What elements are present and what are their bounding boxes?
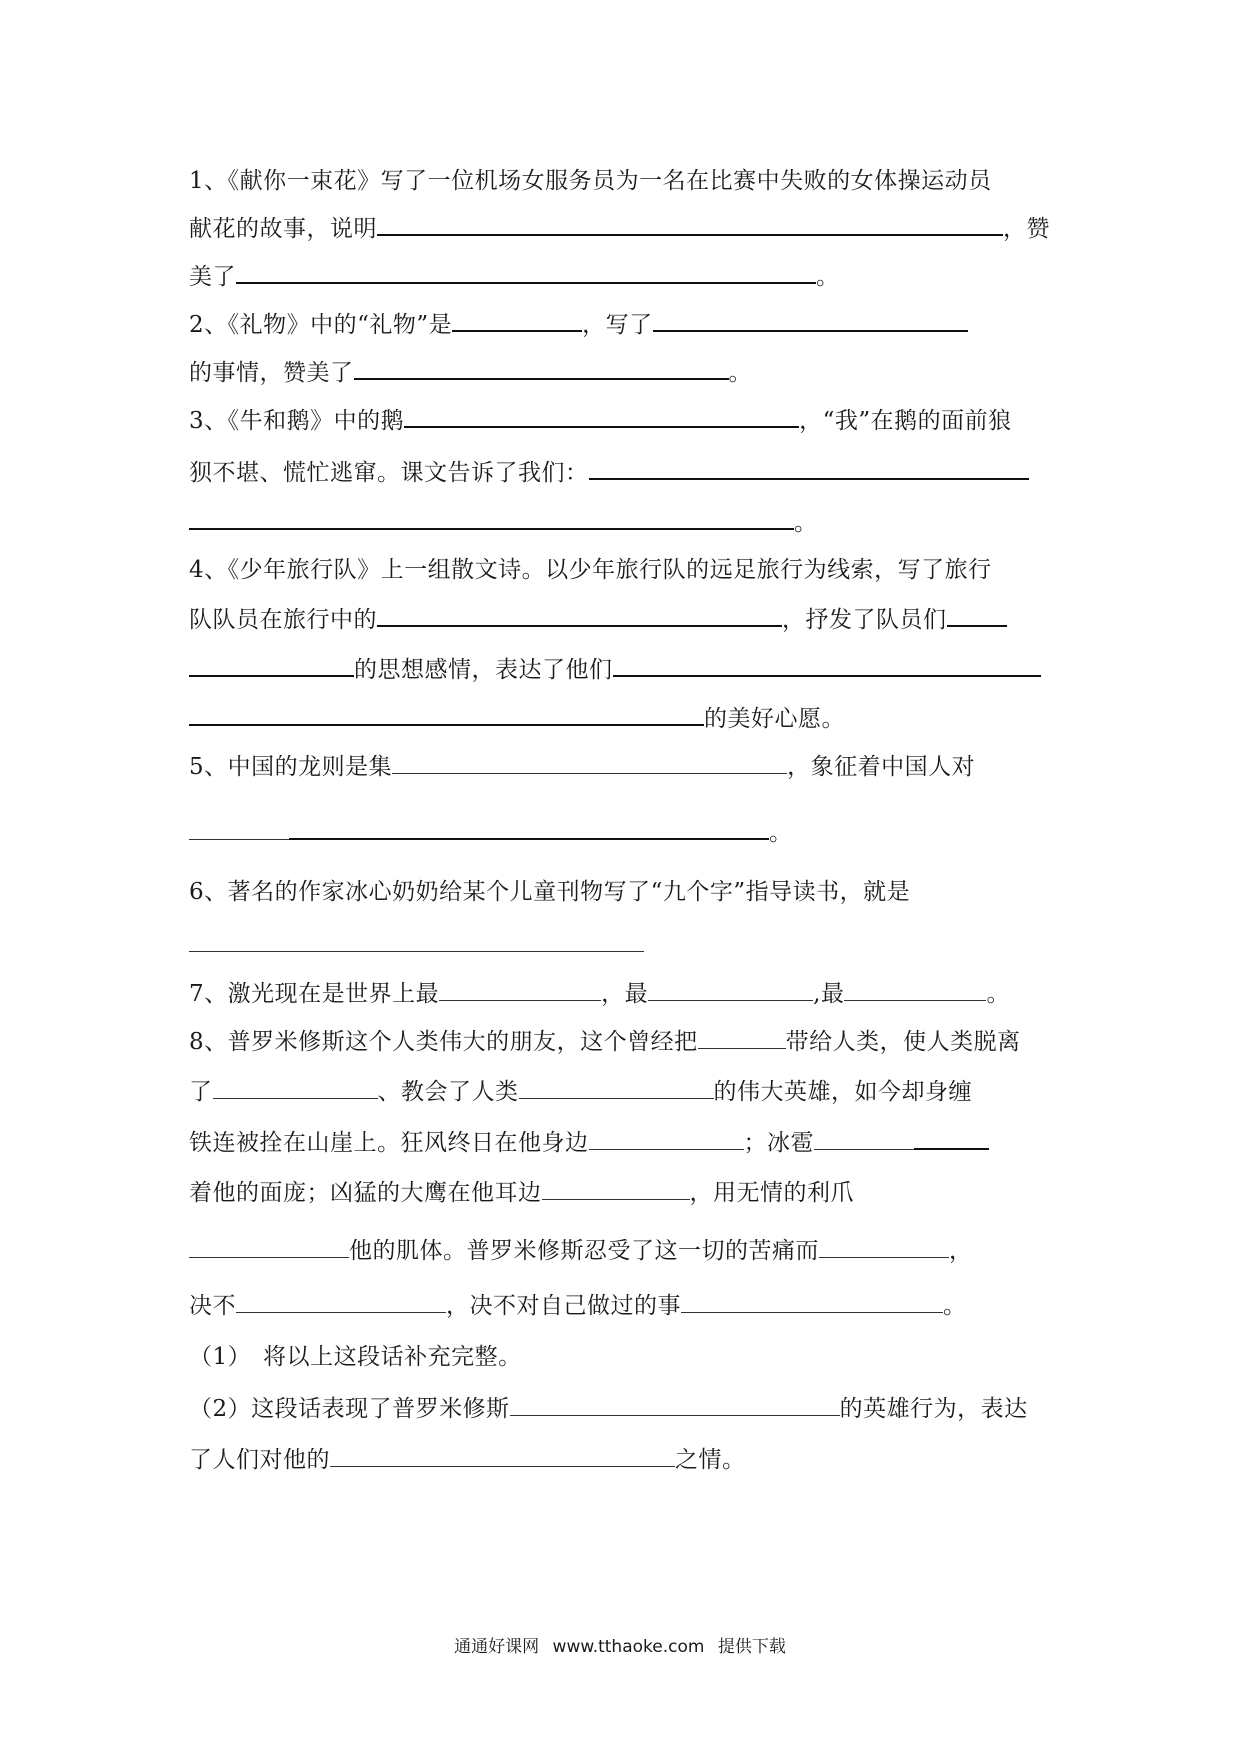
- q4-text: ，抒发了队员们: [782, 607, 947, 633]
- q8-line5: [189, 1236, 1060, 1266]
- q8-text: 。: [943, 1293, 967, 1319]
- answer-blank[interactable]: [330, 1446, 675, 1467]
- q2-text: 2、《礼物》中的“礼物”是: [189, 312, 453, 338]
- q8-text: 、教会了人类: [377, 1079, 519, 1105]
- q5-line2: [189, 818, 1060, 848]
- answer-blank[interactable]: [377, 605, 782, 627]
- q1-text: 献花的故事，说明: [189, 216, 377, 242]
- q1-text: 1、《献你一束花》写了一位机场女服务员为一名在比赛中失败的女体操运动员: [189, 168, 992, 194]
- answer-blank[interactable]: [914, 1128, 989, 1150]
- answer-blank[interactable]: [589, 458, 1029, 480]
- footer-url[interactable]: www.tthaoke.com: [552, 1637, 705, 1657]
- answer-blank[interactable]: [698, 1028, 786, 1049]
- q8-text: 的伟大英雄，如今却身缠: [713, 1079, 972, 1105]
- answer-blank[interactable]: [439, 980, 601, 1001]
- q7-line1: [189, 979, 1060, 1009]
- answer-blank[interactable]: [613, 655, 1041, 677]
- answer-blank[interactable]: [189, 1237, 349, 1258]
- q5-text: ，象征着中国人对: [787, 754, 976, 780]
- q8-sub1: [189, 1342, 1060, 1372]
- q6-line1: [189, 877, 1060, 907]
- q2-text: 。: [728, 360, 752, 386]
- q3-line3: [189, 508, 1060, 538]
- q1-line3: [189, 262, 1060, 292]
- footer-site-name: 通通好课网: [454, 1637, 540, 1657]
- q4-line1: [189, 555, 1060, 585]
- answer-blank[interactable]: [354, 358, 729, 380]
- q1-text: 美了: [189, 264, 236, 290]
- q8-text: 他的肌体。普罗米修斯忍受了这一切的苦痛而: [349, 1238, 819, 1264]
- answer-blank[interactable]: [392, 753, 787, 774]
- answer-blank[interactable]: [236, 1292, 446, 1313]
- q8-text: 着他的面庞；凶猛的大鹰在他耳边: [189, 1180, 542, 1206]
- q3-text: 狈不堪、慌忙逃窜。课文告诉了我们：: [189, 460, 589, 486]
- q3-line2: [189, 458, 1060, 488]
- q8-text: 决不: [189, 1293, 236, 1319]
- q3-text: 3、《牛和鹅》中的鹅: [189, 408, 405, 434]
- answer-blank[interactable]: [189, 508, 794, 530]
- q8-sub2-line1: [189, 1394, 1060, 1424]
- q8-text: ，用无情的利爪: [689, 1180, 854, 1206]
- answer-blank[interactable]: [653, 310, 968, 332]
- answer-blank[interactable]: [947, 605, 1007, 627]
- q3-text: ，“我”在鹅的面前狼: [799, 408, 1012, 434]
- q4-text: 的思想感情，表达了他们: [354, 657, 613, 683]
- answer-blank[interactable]: [844, 980, 986, 1001]
- answer-blank[interactable]: [189, 704, 704, 726]
- q4-text: 队队员在旅行中的: [189, 607, 377, 633]
- q1-text: 。: [816, 264, 840, 290]
- q5-text: 。: [769, 820, 793, 846]
- answer-blank[interactable]: [681, 1292, 943, 1313]
- q8-text: 了: [189, 1079, 213, 1105]
- q8-subquestion: 了人们对他的: [189, 1447, 330, 1473]
- answer-blank[interactable]: [510, 1395, 840, 1416]
- q2-text: ，写了: [582, 312, 653, 338]
- q4-text: 4、《少年旅行队》上一组散文诗。以少年旅行队的远足旅行为线索，写了旅行: [189, 557, 992, 583]
- q8-text: 带给人类，使人类脱离: [785, 1029, 1021, 1055]
- q3-line1: [189, 406, 1060, 436]
- q5-text: 5、中国的龙则是集: [189, 754, 393, 780]
- q7-text: ，最: [601, 981, 649, 1007]
- q8-text: ，决不对自己做过的事: [446, 1293, 681, 1319]
- answer-blank[interactable]: [519, 1078, 714, 1099]
- answer-blank[interactable]: [589, 1129, 744, 1150]
- answer-blank[interactable]: [213, 1078, 378, 1099]
- q7-text: 7、激光现在是世界上最: [189, 981, 440, 1007]
- answer-blank[interactable]: [542, 1179, 690, 1200]
- answer-blank[interactable]: [236, 262, 816, 284]
- answer-blank[interactable]: [819, 1237, 949, 1258]
- q1-text: ，赞: [1003, 216, 1050, 242]
- q8-subquestion: （2）这段话表现了普罗米修斯: [189, 1396, 510, 1422]
- q8-sub2-line2: [189, 1445, 1060, 1475]
- q7-text: ,最: [813, 981, 845, 1007]
- q8-text: ；冰雹: [743, 1130, 814, 1156]
- answer-blank[interactable]: [189, 819, 289, 840]
- q6-text: 6、著名的作家冰心奶奶给某个儿童刊物写了“九个字”指导读书，就是: [189, 879, 911, 905]
- q1-line2: [189, 214, 1060, 244]
- answer-blank[interactable]: [189, 655, 354, 677]
- q8-line3: [189, 1128, 1060, 1158]
- q7-text: 。: [986, 981, 1010, 1007]
- answer-blank[interactable]: [404, 406, 799, 428]
- answer-blank[interactable]: [189, 931, 644, 952]
- q4-line3: [189, 655, 1060, 685]
- q2-line1: [189, 310, 1060, 340]
- q2-text: 的事情，赞美了: [189, 360, 354, 386]
- q4-line2: [189, 605, 1060, 635]
- q4-text: 的美好心愿。: [704, 706, 845, 732]
- q1-line1: [189, 166, 1060, 196]
- q8-subquestion: 之情。: [675, 1447, 746, 1473]
- footer-text: 提供下载: [717, 1637, 786, 1657]
- q8-line6: [189, 1291, 1060, 1321]
- q8-text: 铁连被拴在山崖上。狂风终日在他身边: [189, 1130, 589, 1156]
- q8-subquestion: 的英雄行为，表达: [839, 1396, 1028, 1422]
- q6-line2: [189, 930, 1060, 960]
- answer-blank[interactable]: [377, 214, 1003, 236]
- q8-line1: [189, 1027, 1060, 1057]
- answer-blank[interactable]: [814, 1129, 914, 1150]
- page-footer: [0, 1632, 1240, 1657]
- q3-text: 。: [794, 510, 818, 536]
- q8-text: ，: [949, 1238, 973, 1264]
- q4-line4: [189, 704, 1060, 734]
- q2-line2: [189, 358, 1060, 388]
- q8-line2: [189, 1077, 1060, 1107]
- q8-line4: [189, 1178, 1060, 1208]
- q5-line1: [189, 752, 1060, 782]
- answer-blank[interactable]: [648, 980, 813, 1001]
- q8-text: 8、普罗米修斯这个人类伟大的朋友，这个曾经把: [189, 1029, 698, 1055]
- answer-blank[interactable]: [289, 818, 769, 840]
- answer-blank[interactable]: [452, 310, 582, 332]
- q8-subquestion: （1） 将以上这段话补充完整。: [189, 1344, 522, 1370]
